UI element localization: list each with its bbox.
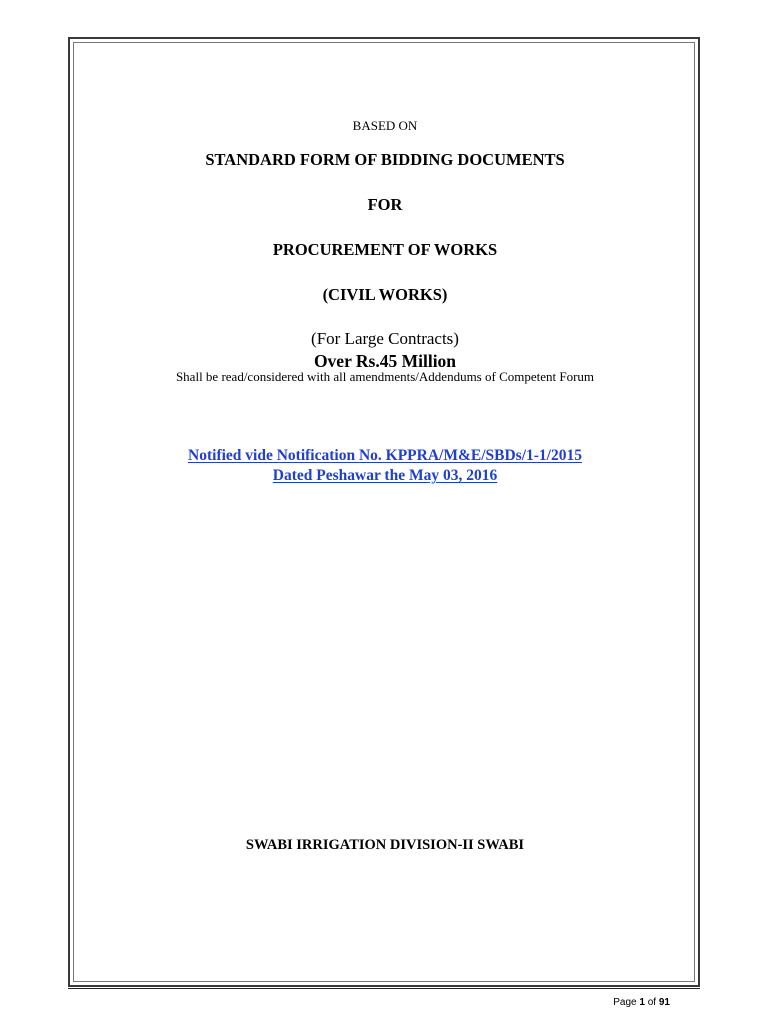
page-number-footer xyxy=(613,997,670,1008)
document-title-line-3: PROCUREMENT OF WORKS xyxy=(272,240,498,259)
notification-link-line-2[interactable]: Dated Peshawar the May 03, 2016 xyxy=(272,467,498,484)
based-on-label: BASED ON xyxy=(352,118,418,133)
page-current: 1 xyxy=(639,997,645,1008)
of-label: of xyxy=(647,997,657,1008)
document-title-line-4: (CIVIL WORKS) xyxy=(322,285,448,304)
notification-link-line-1[interactable]: Notified vide Notification No. KPPRA/M&E/SBDs/1-1/2015 xyxy=(188,447,582,464)
footer-divider xyxy=(68,988,700,989)
document-title-line-2: FOR xyxy=(367,195,403,214)
page-total: 91 xyxy=(658,997,670,1008)
contract-scope: (For Large Contracts) xyxy=(311,329,459,348)
page-label: Page xyxy=(613,997,637,1008)
division-name: SWABI IRRIGATION DIVISION-II SWABI xyxy=(245,837,525,853)
contract-threshold: Over Rs.45 Million xyxy=(313,351,457,371)
document-title-line-1: STANDARD FORM OF BIDDING DOCUMENTS xyxy=(205,150,565,169)
amendment-note: Shall be read/considered with all amendments/Addendums of Competent Forum xyxy=(175,369,595,384)
